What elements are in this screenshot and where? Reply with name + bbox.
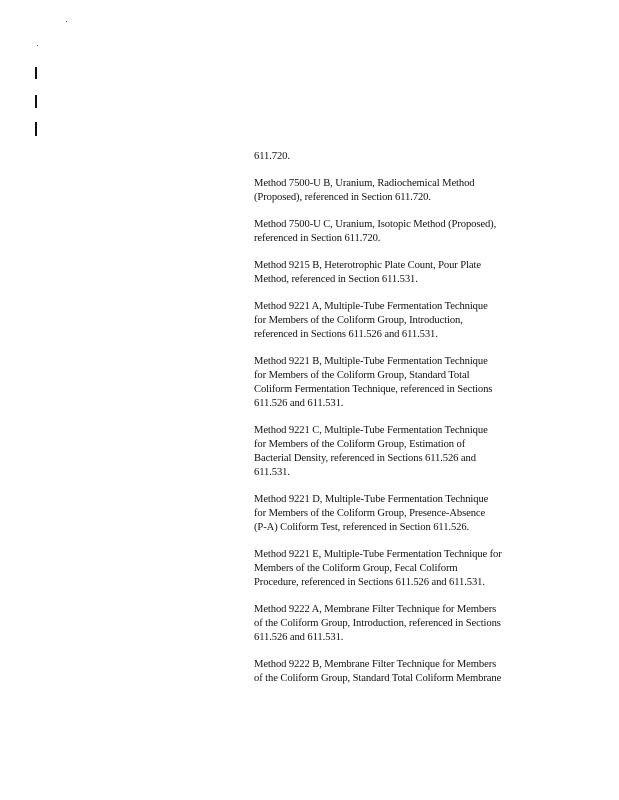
text-line: Coliform Fermentation Technique, referenced in Sections	[254, 384, 493, 395]
paragraph	[254, 548, 554, 590]
text-line: Method 7500-U C, Uranium, Isotopic Method (Proposed),	[254, 219, 497, 230]
paragraph	[254, 177, 554, 205]
text-line: Method 9221 C, Multiple-Tube Fermentation Technique	[254, 425, 488, 436]
text-line: 611.526 and 611.531.	[254, 632, 344, 643]
paragraph	[254, 300, 554, 342]
text-line: (Proposed), referenced in Section 611.720.	[254, 192, 431, 203]
text-line: Method 9215 B, Heterotrophic Plate Count, Pour Plate	[254, 260, 481, 271]
paragraph	[254, 218, 554, 246]
text-line: for Members of the Coliform Group, Estimation of	[254, 439, 466, 450]
text-line: of the Coliform Group, Introduction, referenced in Sections	[254, 618, 501, 629]
text-line: referenced in Sections 611.526 and 611.531.	[254, 329, 438, 340]
paragraph	[254, 493, 554, 535]
text-line: Method 9221 E, Multiple-Tube Fermentation Technique for	[254, 549, 502, 560]
paragraph	[254, 355, 554, 411]
text-line: Members of the Coliform Group, Fecal Coliform	[254, 563, 458, 574]
scan-speck	[37, 45, 38, 46]
text-line: 611.526 and 611.531.	[254, 398, 344, 409]
paragraph	[254, 150, 554, 164]
text-line: Method 9221 D, Multiple-Tube Fermentation Technique	[254, 494, 489, 505]
revision-bar	[35, 122, 37, 136]
text-line: 611.531.	[254, 467, 290, 478]
text-line: for Members of the Coliform Group, Standard Total	[254, 370, 470, 381]
text-line: Method 9221 B, Multiple-Tube Fermentation Technique	[254, 356, 488, 367]
text-line: Method 9221 A, Multiple-Tube Fermentation Technique	[254, 301, 488, 312]
revision-bar	[35, 67, 37, 79]
paragraph	[254, 603, 554, 645]
text-line: Method 7500-U B, Uranium, Radiochemical Method	[254, 178, 475, 189]
text-line: referenced in Section 611.720.	[254, 233, 381, 244]
paragraph	[254, 658, 554, 686]
text-line: Bacterial Density, referenced in Sections 611.526 and	[254, 453, 476, 464]
text-line: (P-A) Coliform Test, referenced in Section 611.526.	[254, 522, 470, 533]
text-line: Method 9222 B, Membrane Filter Technique for Members	[254, 659, 497, 670]
text-line: for Members of the Coliform Group, Introduction,	[254, 315, 463, 326]
document-body	[254, 150, 554, 699]
scan-speck	[66, 21, 67, 22]
text-line: 611.720.	[254, 151, 290, 162]
revision-bar	[35, 95, 37, 108]
text-line: Procedure, referenced in Sections 611.526 and 611.531.	[254, 577, 485, 588]
text-line: for Members of the Coliform Group, Presence-Absence	[254, 508, 486, 519]
text-line: Method, referenced in Section 611.531.	[254, 274, 418, 285]
text-line: of the Coliform Group, Standard Total Coliform Membrane	[254, 673, 502, 684]
paragraph	[254, 424, 554, 480]
text-line: Method 9222 A, Membrane Filter Technique for Members	[254, 604, 497, 615]
paragraph	[254, 259, 554, 287]
